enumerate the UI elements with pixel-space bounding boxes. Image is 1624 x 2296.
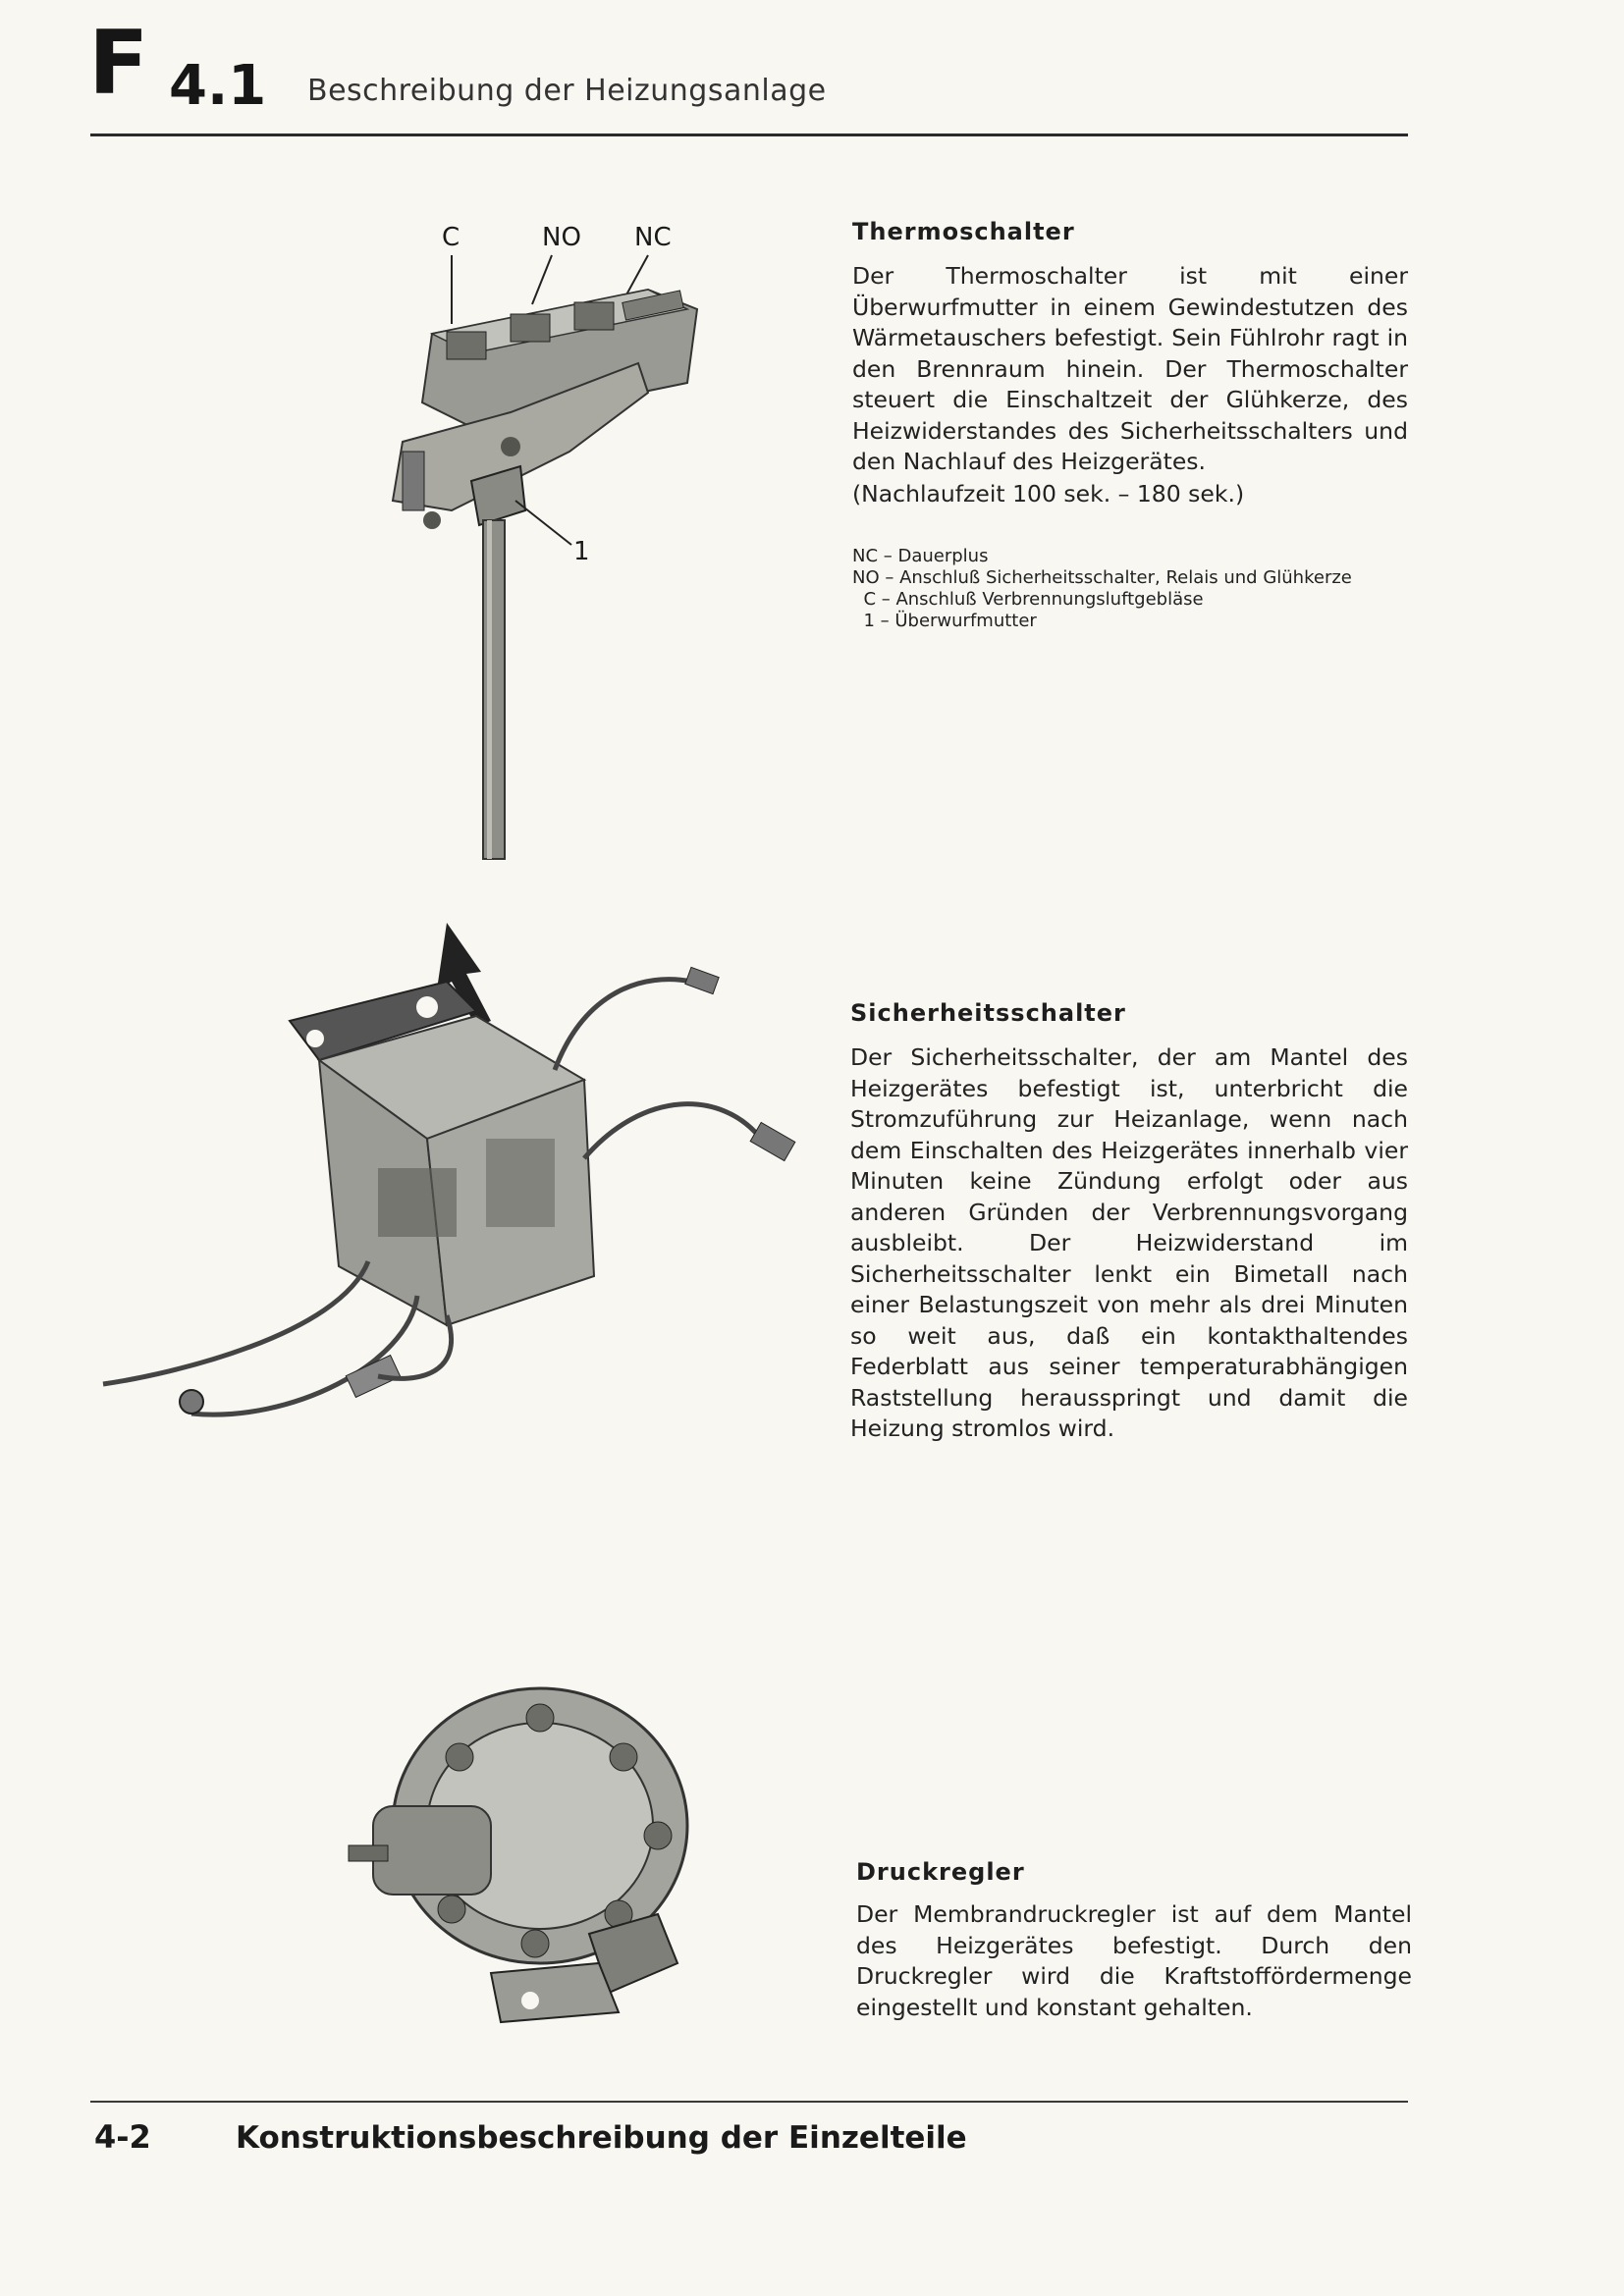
header-rule	[90, 133, 1408, 136]
label-1: 1	[573, 537, 590, 566]
sicherheitsschalter-title: Sicherheitsschalter	[850, 999, 1126, 1027]
legend-item: C – Anschluß Verbrennungsluftgebläse	[852, 589, 1204, 610]
sicherheitsschalter-figure	[93, 913, 820, 1482]
druckregler-text: Der Membrandruckregler ist auf dem Mantel des Heizgerätes befestigt. Durch den Druckregler wird die Kraftstoffördermenge eingestellt und konstant gehalten.	[856, 1900, 1412, 2021]
druckregler-figure	[344, 1679, 736, 2052]
chapter-letter: F	[88, 12, 149, 115]
thermoschalter-text: Der Thermoschalter ist mit einer Überwurfmutter in einem Gewindestutzen des Wärmetauschers befestigt. Sein Fühlrohr ragt in den Brennraum hinein. Der Thermoschalter steuert die Einschaltzeit der Glühkerze, des Heizwiderstandes des Sicherheitsschalters und den Nachlauf des Heizgerätes.	[852, 262, 1408, 475]
page-title: Beschreibung der Heizungsanlage	[307, 74, 827, 108]
page-number: 4-2	[94, 2118, 151, 2156]
label-c: C	[442, 223, 460, 252]
footer-rule	[90, 2101, 1408, 2103]
thermoschalter-title: Thermoschalter	[852, 218, 1075, 245]
chapter-number: 4.1	[169, 54, 267, 118]
footer-title: Konstruktionsbeschreibung der Einzelteile	[236, 2120, 967, 2156]
druckregler-title: Druckregler	[856, 1858, 1025, 1886]
legend-item: 1 – Überwurfmutter	[852, 611, 1037, 631]
label-no: NO	[542, 223, 581, 252]
legend-item: NC – Dauerplus	[852, 546, 989, 566]
sicherheitsschalter-text: Der Sicherheitsschalter, der am Mantel des Heizgerätes befestigt ist, unterbricht die Stromzuführung zur Heizanlage, wenn nach dem Einschalten des Heizgerätes innerhalb vier Minuten keine Zündung erfolgt oder aus anderen Gründen der Verbrennungsvorgang ausbleibt. Der Heizwiderstand im Sicherheitsschalter lenkt ein Bimetall nach einer Belastungszeit von mehr als drei Minuten so weit aus, daß ein kontakthaltendes Federblatt aus seiner temperaturabhängigen Raststellung herausspringt und damit die Heizung stromlos wird.	[850, 1043, 1408, 1442]
label-nc: NC	[634, 223, 672, 252]
thermoschalter-legend	[852, 546, 1352, 632]
legend-item: NO – Anschluß Sicherheitsschalter, Relais und Glühkerze	[852, 567, 1352, 588]
thermoschalter-note: (Nachlaufzeit 100 sek. – 180 sek.)	[852, 480, 1245, 507]
thermoschalter-figure	[324, 216, 736, 883]
